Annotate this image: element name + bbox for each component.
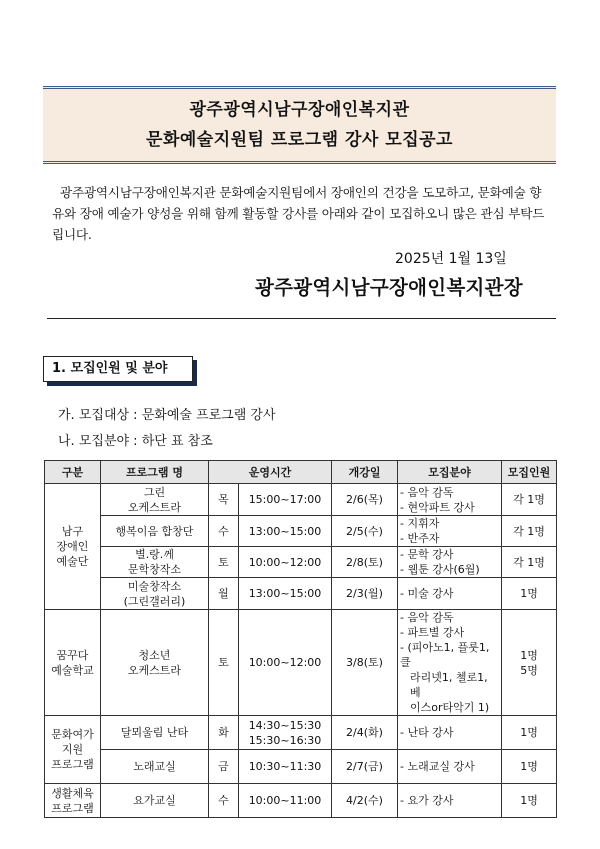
field-line: - 음악 감독 <box>400 611 454 624</box>
field-cell <box>398 750 502 784</box>
program-line: 그린 <box>143 485 166 499</box>
program-line: 요가교실 <box>133 794 176 807</box>
program-cell <box>101 750 209 784</box>
program-table <box>44 460 557 818</box>
header-category: 구분 <box>45 461 101 484</box>
field-line: - 음악 감독 <box>400 485 454 499</box>
header-field: 모집분야 <box>398 461 502 484</box>
time-line: 13:00~15:00 <box>248 524 322 538</box>
group-line: 생활체육 <box>51 786 94 800</box>
count-line: 1명 <box>520 726 538 739</box>
count-cell <box>502 716 557 750</box>
group-line: 문화여가 <box>51 728 94 741</box>
group-line: 남구 <box>61 525 84 538</box>
program-line: 미술창작소 <box>127 579 182 593</box>
field-line: - 미술 강사 <box>400 587 454 600</box>
recruit-target: 가. 모집대상 : 문화예술 프로그램 강사 <box>58 408 276 423</box>
count-line: 각 1명 <box>513 493 545 506</box>
group-line: 프로그램 <box>51 758 94 771</box>
header-count: 모집인원 <box>502 461 557 484</box>
time-line: 14:30~15:30 <box>248 718 322 732</box>
field-line: - (피아노1, 플룻1, 클 <box>400 641 490 669</box>
time-line: 13:00~15:00 <box>248 587 322 600</box>
organization-signature: 광주광역시남구장애인복지관장 <box>255 276 523 299</box>
time-cell <box>239 610 332 716</box>
field-line: 라리넷1, 첼로1, 베 <box>410 671 488 699</box>
group-cell <box>45 784 101 818</box>
program-line: 별.랑.께 <box>135 548 174 561</box>
table-row <box>45 610 557 716</box>
count-line: 1명 <box>520 587 538 600</box>
count-cell <box>502 547 557 578</box>
page-title-line1: 광주광역시남구장애인복지관 <box>189 100 410 120</box>
table-header-row <box>45 461 557 484</box>
day-cell: 토 <box>209 547 239 578</box>
day-cell: 토 <box>209 610 239 716</box>
count-line: 1명 <box>520 760 538 773</box>
program-cell <box>101 547 209 578</box>
field-cell <box>398 784 502 818</box>
table-row <box>45 716 557 750</box>
header-start-date: 개강일 <box>332 461 398 484</box>
table-row <box>45 484 557 516</box>
program-cell <box>101 578 209 610</box>
program-line: 오케스트라 <box>127 663 182 677</box>
page-title-line2: 문화예술지원팀 프로그램 강사 모집공고 <box>146 130 453 150</box>
count-cell <box>502 516 557 547</box>
count-line: 1명 <box>520 648 538 662</box>
field-line: - 웹툰 강사(6월) <box>400 563 480 576</box>
start-cell: 3/8(토) <box>332 610 398 716</box>
day-cell: 수 <box>209 784 239 818</box>
recruit-field: 나. 모집분야 : 하단 표 참조 <box>58 434 213 449</box>
group-line: 예술학교 <box>51 663 94 677</box>
field-cell <box>398 578 502 610</box>
start-cell: 2/3(월) <box>332 578 398 610</box>
title-box <box>43 86 556 164</box>
day-cell: 화 <box>209 716 239 750</box>
day-cell: 월 <box>209 578 239 610</box>
program-line: 달뫼울림 난타 <box>120 726 189 739</box>
notice-date: 2025년 1월 13일 <box>395 251 507 267</box>
program-line: 행복이음 합창단 <box>115 524 194 538</box>
time-cell <box>239 516 332 547</box>
count-cell <box>502 484 557 516</box>
start-cell: 2/8(토) <box>332 547 398 578</box>
day-cell: 목 <box>209 484 239 516</box>
start-cell: 2/6(목) <box>332 484 398 516</box>
count-cell <box>502 784 557 818</box>
time-cell <box>239 484 332 516</box>
table-row <box>45 750 557 784</box>
table-row <box>45 784 557 818</box>
field-line: - 지휘자 <box>400 517 440 530</box>
field-cell <box>398 610 502 716</box>
group-cell <box>45 484 101 610</box>
field-line: - 현악파트 강사 <box>400 500 475 514</box>
count-line: 각 1명 <box>513 555 545 569</box>
group-cell <box>45 716 101 784</box>
group-line: 장애인 <box>56 540 89 553</box>
table-row <box>45 578 557 610</box>
program-line: 노래교실 <box>133 760 176 773</box>
table-row <box>45 547 557 578</box>
header-schedule: 운영시간 <box>209 461 332 484</box>
time-cell <box>239 750 332 784</box>
time-line: 15:30~16:30 <box>248 733 322 747</box>
count-cell <box>502 610 557 716</box>
field-line: 이스or타악기 1) <box>410 701 490 714</box>
time-line: 10:00~12:00 <box>248 656 322 669</box>
start-cell: 2/5(수) <box>332 516 398 547</box>
count-line: 각 1명 <box>513 524 545 538</box>
intro-paragraph: 광주광역시남구장애인복지관 문화예술지원팀에서 장애인의 건강을 도모하고, 문화예술 향유와 장애 예술가 양성을 위해 함께 활동할 강사를 아래와 같이 모집하오니 많은 관심 부탁드립니다. <box>52 185 545 242</box>
time-cell <box>239 716 332 750</box>
program-cell <box>101 610 209 716</box>
program-line: 오케스트라 <box>127 500 182 514</box>
time-line: 10:00~12:00 <box>248 555 322 569</box>
start-cell: 2/7(금) <box>332 750 398 784</box>
group-line: 예술단 <box>56 555 89 568</box>
program-cell <box>101 516 209 547</box>
program-cell <box>101 716 209 750</box>
group-line: 꿈꾸다 <box>56 648 89 662</box>
divider-line <box>47 318 556 319</box>
count-line: 1명 <box>520 794 538 807</box>
field-cell <box>398 716 502 750</box>
group-cell <box>45 610 101 716</box>
program-cell <box>101 784 209 818</box>
field-cell <box>398 516 502 547</box>
table-row <box>45 516 557 547</box>
program-line: (그린갤러리) <box>123 594 186 608</box>
field-line: - 반주자 <box>400 532 440 545</box>
time-cell <box>239 578 332 610</box>
time-line: 10:30~11:30 <box>248 760 322 773</box>
time-line: 10:00~11:00 <box>248 794 322 807</box>
field-cell <box>398 484 502 516</box>
start-cell: 4/2(수) <box>332 784 398 818</box>
group-line: 지원 <box>61 743 84 756</box>
start-cell: 2/4(화) <box>332 716 398 750</box>
time-cell <box>239 547 332 578</box>
count-cell <box>502 578 557 610</box>
program-line: 청소년 <box>138 648 171 662</box>
day-cell: 수 <box>209 516 239 547</box>
field-line: - 난타 강사 <box>400 726 454 739</box>
field-line: - 요가 강사 <box>400 794 454 807</box>
field-cell <box>398 547 502 578</box>
day-cell: 금 <box>209 750 239 784</box>
group-line: 프로그램 <box>51 801 94 815</box>
program-line: 문학창작소 <box>127 563 182 576</box>
field-line: - 노래교실 강사 <box>400 760 475 773</box>
count-cell <box>502 750 557 784</box>
count-line: 5명 <box>520 663 538 677</box>
program-cell <box>101 484 209 516</box>
field-line: - 문학 강사 <box>400 548 454 561</box>
section-title: 1. 모집인원 및 분야 <box>43 356 193 382</box>
field-line: - 파트별 강사 <box>400 626 465 639</box>
header-program: 프로그램 명 <box>101 461 209 484</box>
time-line: 15:00~17:00 <box>248 493 322 506</box>
time-cell <box>239 784 332 818</box>
